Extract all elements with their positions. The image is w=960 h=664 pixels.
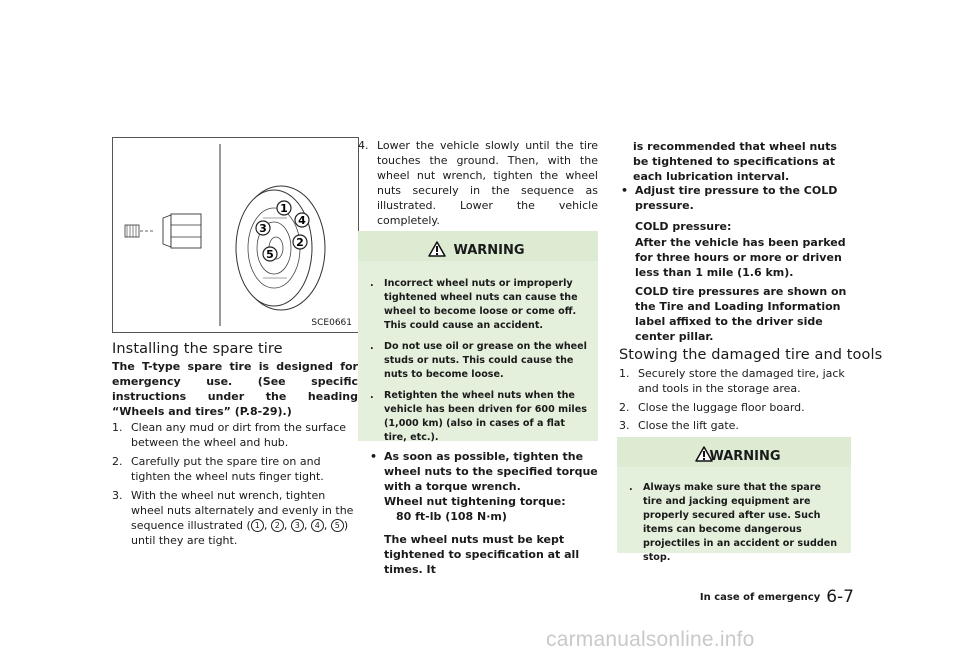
torque-value: 80 ft-lb (108 N·m) [396, 510, 507, 523]
callout-1: 1 [280, 202, 288, 215]
seq-4-icon: 4 [311, 519, 324, 532]
stow-step-2-text: Close the luggage floor board. [638, 401, 805, 414]
bullet-pressure [621, 183, 852, 213]
stow-step-3-text: Close the lift gate. [638, 419, 739, 432]
page-number: 6-7 [826, 587, 854, 607]
stow-step-1 [619, 366, 852, 396]
warning-item-text: Incorrect wheel nuts or improperly tightened wheel nuts can cause the wheel to become loose or come off. This could cause an accident. [384, 278, 578, 331]
cold-text: After the vehicle has been parked for three hours or more or driven less than 1 mile (1.6 km). [635, 236, 846, 279]
step-2 [112, 454, 358, 484]
step-4 [358, 138, 598, 228]
warning-item-text: Do not use oil or grease on the wheel studs or nuts. This could cause the nuts to become loose. [384, 341, 587, 380]
section-heading-install: Installing the spare tire [112, 341, 283, 357]
torque-label: Wheel nut tightening torque: [384, 495, 566, 508]
bullet-icon: • [621, 184, 629, 197]
step-3-text-b: ) until they are tight. [131, 519, 349, 547]
warning-item-text: Retighten the wheel nuts when the vehicle has been driven for 600 miles (1,000 km) (also in cases of a flat tire, etc.). [384, 390, 587, 443]
watermark: carmanualsonline.info [546, 628, 755, 651]
wheel-diagram [113, 138, 358, 332]
warning-title-1: WARNING [453, 243, 525, 258]
section-heading-stow: Stowing the damaged tire and tools [619, 347, 883, 363]
bullet-torque-text: As soon as possible, tighten the wheel nuts to the specified torque with a torque wrench. [384, 450, 598, 493]
warning-box-1 [358, 231, 598, 441]
step-3-text: With the wheel nut wrench, tighten wheel nuts alternately and evenly in the sequence illustrated ( 1 , 2 , 3 , 4 , 5 ) until they are tight. [131, 489, 354, 547]
bullet-torque [370, 449, 598, 494]
callout-2: 2 [296, 236, 304, 249]
warning-item: . Incorrect wheel nuts or improperly tightened wheel nuts can cause the wheel to become loose or come off. This could cause an accident. [370, 278, 578, 331]
warning-item: . Always make sure that the spare tire and jacking equipment are properly secured after use. Such items can become dangerous projectiles in an accident or sudden stop. [629, 482, 838, 563]
step-1-number: 1. [112, 421, 123, 434]
warning-list-2 [629, 481, 841, 572]
page-footer [700, 587, 854, 607]
callout-4: 4 [298, 214, 306, 227]
bullet-pressure-text: Adjust tire pressure to the COLD pressure. [635, 184, 838, 212]
stow-step-1-text: Securely store the damaged tire, jack and tools in the storage area. [638, 367, 845, 395]
callout-5: 5 [266, 248, 274, 261]
step-4-text: Lower the vehicle slowly until the tire touches the ground. Then, with the wheel nut wrench, tighten the wheel nuts securely in the sequence as illustrated. Lower the vehicle completely. [377, 139, 598, 227]
warning-list-1 [370, 277, 588, 452]
cold-shown-text: COLD tire pressures are shown on the Tire and Loading Information label affixed to the driver side center pillar. [635, 285, 847, 343]
seq-5-icon: 5 [331, 519, 344, 532]
step-4-number: 4. [358, 139, 369, 152]
step-3-number: 3. [112, 489, 123, 502]
step-1-text: Clean any mud or dirt from the surface between the wheel and hub. [131, 421, 347, 449]
stow-step-3-number: 3. [619, 419, 630, 432]
cold-label: COLD pressure: [635, 220, 732, 233]
warning-item: . Do not use oil or grease on the wheel studs or nuts. This could cause the nuts to become loose. [370, 341, 587, 380]
step-1 [112, 420, 358, 450]
seq-2-icon: 2 [271, 519, 284, 532]
seq-3-icon: 3 [291, 519, 304, 532]
callout-3: 3 [259, 222, 267, 235]
stow-step-1-number: 1. [619, 367, 630, 380]
step-2-text: Carefully put the spare tire on and tighten the wheel nuts finger tight. [131, 455, 324, 483]
intro-paragraph: The T-type spare tire is designed for emergency use. (See specific instructions under the heading “Wheels and tires” (P.8-29).) [112, 360, 358, 418]
step-3-text-a: With the wheel nut wrench, tighten wheel nuts alternately and evenly in the sequence illustrated ( [131, 489, 354, 532]
step-2-number: 2. [112, 455, 123, 468]
warning-item-text: Always make sure that the spare tire and jacking equipment are properly secured after use. Such items can become dangerous projectiles in an accident or sudden stop. [643, 482, 838, 563]
stow-step-2-number: 2. [619, 401, 630, 414]
warning-title-2: WARNING [709, 449, 781, 464]
seq-1-icon: 1 [251, 519, 264, 532]
stow-step-3 [619, 418, 852, 433]
warning-box-2 [617, 437, 851, 563]
step-3 [112, 488, 358, 548]
stow-step-2 [619, 400, 852, 415]
footer-section: In case of emergency [699, 592, 821, 603]
tire-illustration [112, 137, 359, 333]
bullet-icon: • [370, 450, 378, 463]
warning-item: . Retighten the wheel nuts when the vehicle has been driven for 600 miles (1,000 km) (also in cases of a flat tire, etc.). [370, 390, 587, 443]
kept-tight-text: The wheel nuts must be kept tightened to specification at all times. It [384, 533, 580, 576]
figure-code: SCE0661 [311, 318, 352, 328]
continued-text: is recommended that wheel nuts be tightened to specifications at each lubrication interval. [633, 140, 837, 183]
